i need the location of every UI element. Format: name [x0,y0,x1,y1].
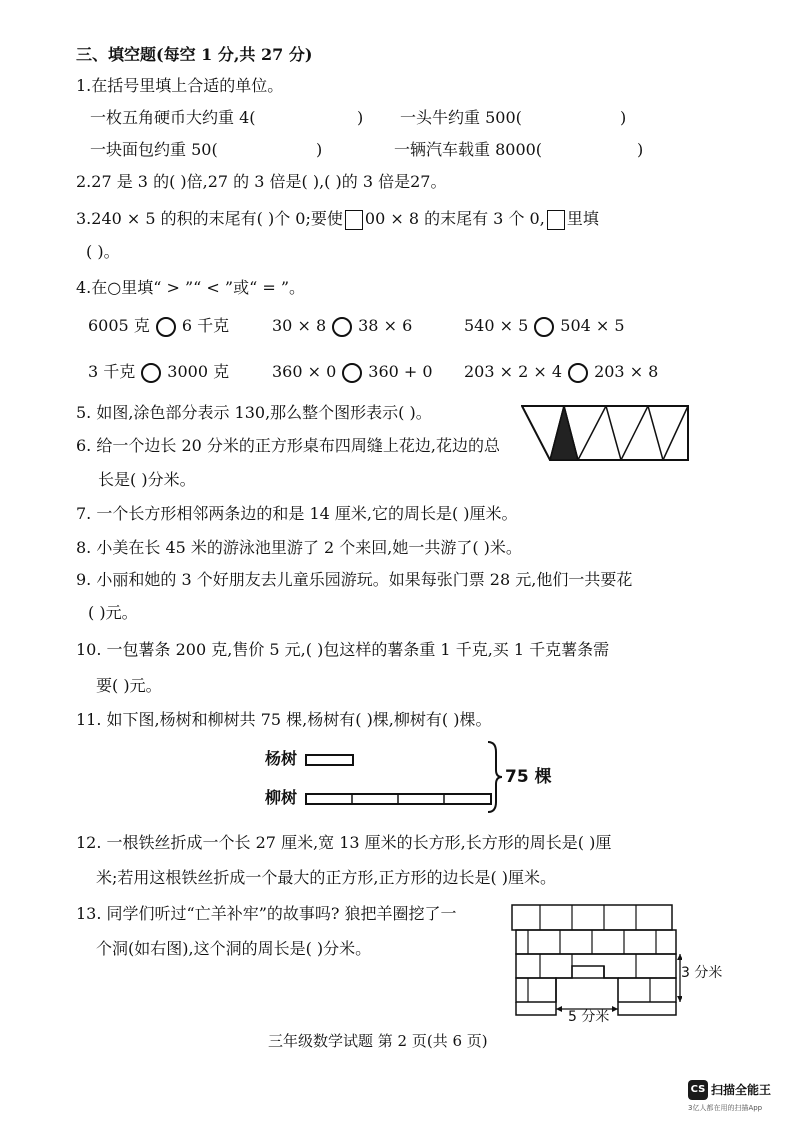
q13-line1: 13. 同学们听过“亡羊补牢”的故事吗? 狼把羊圈挖了一 [76,904,457,923]
q10-line2: 要( )元。 [96,676,162,695]
strip-outline [522,406,688,460]
shaded-triangle [550,406,578,460]
height-label: 3 分米 [681,965,723,981]
q1-item-c: 一块面包约重 50( [90,140,218,159]
q1-a-close: ) [357,108,364,127]
q1-item-b: 一头牛约重 500( [400,108,522,127]
blank-box-2 [547,210,565,230]
q9-line1: 9. 小丽和她的 3 个好朋友去儿童乐园游玩。如果每张门票 28 元,他们一共要花 [76,570,633,589]
q8-text: 8. 小美在长 45 米的游泳池里游了 2 个来回,她一共游了( )米。 [76,538,522,557]
q6-line2: 长是( )分米。 [98,470,196,489]
q3-part3: 里填 [566,209,599,228]
q4-item-2-right: 38 × 6 [358,316,413,335]
total-label: 75 棵 [505,767,552,787]
q3-part2: 00 × 8 的末尾有 3 个 0, [364,209,545,228]
q7-text: 7. 一个长方形相邻两条边的和是 14 厘米,它的周长是( )厘米。 [76,504,518,523]
compare-circle [342,363,362,383]
section-title: 三、填空题(每空 1 分,共 27 分) [76,45,313,64]
triangle-strip-figure [521,405,689,461]
q4-item-2-left: 30 × 8 [272,316,327,335]
q4-item-4-right: 3000 克 [167,362,230,381]
blank-box-1 [345,210,363,230]
q13-line2: 个洞(如右图),这个洞的周长是( )分米。 [96,939,372,958]
q1-c-close: ) [316,140,323,159]
q11-text: 11. 如下图,杨树和柳树共 75 棵,杨树有( )棵,柳树有( )棵。 [76,710,492,729]
q4-item-1 [88,316,229,337]
q12-line2: 米;若用这根铁丝折成一个最大的正方形,正方形的边长是( )厘米。 [96,868,557,887]
q5-text: 5. 如图,涂色部分表示 130,那么整个图形表示( )。 [76,403,432,422]
q1-item-d: 一辆汽车载重 8000( [394,140,543,159]
label-poplar: 杨树 [265,749,298,768]
q4-item-1-left: 6005 克 [88,316,150,335]
q4-item-2 [272,316,412,337]
q6-line1: 6. 给一个边长 20 分米的正方形桌布四周缝上花边,花边的总 [76,436,500,455]
q4-item-3-right: 504 × 5 [560,316,625,335]
label-willow: 柳树 [265,788,298,807]
compare-circle [141,363,161,383]
q4-item-6 [464,362,658,383]
q10-line1: 10. 一包薯条 200 克,售价 5 元,( )包这样的薯条重 1 千克,买 1 千克薯条需 [76,640,610,659]
compare-circle [534,317,554,337]
brick-wall-figure [510,903,682,1021]
scanner-app-name: 扫描全能王 [711,1083,772,1097]
width-label: 5 分米 [568,1009,610,1025]
q2-text: 2.27 是 3 的( )倍,27 的 3 倍是( ),( )的 3 倍是27。 [76,172,447,191]
q4-item-5-right: 360 + 0 [368,362,433,381]
q3-line1 [76,209,599,230]
q4-item-4 [88,362,229,383]
q1-b-close: ) [620,108,627,127]
q4-item-6-left: 203 × 2 × 4 [464,362,563,381]
q1-item-a [90,108,256,128]
q1-d-close: ) [637,140,644,159]
q1-a-text: 一枚五角硬币大约重 4( [90,108,256,127]
q1-stem: 1.在括号里填上合适的单位。 [76,76,284,95]
q4-item-4-left: 3 千克 [88,362,136,381]
q3-line2: ( )。 [86,242,120,261]
hole-outline [556,966,618,1002]
q4-item-5-left: 360 × 0 [272,362,337,381]
q4-item-3-left: 540 × 5 [464,316,529,335]
scanner-tagline: 3亿人都在用的扫描App [688,1104,763,1112]
q12-line1: 12. 一根铁丝折成一个长 27 厘米,宽 13 厘米的长方形,长方形的周长是( )厘 [76,833,612,852]
q4-stem: 4.在○里填“ > ”“ < ”或“ = ”。 [76,278,306,297]
q9-line2: ( )元。 [88,603,138,622]
q3-part1: 3.240 × 5 的积的末尾有( )个 0;要使 [76,209,343,228]
scanner-logo-icon: CS [688,1080,708,1100]
q4-item-3 [464,316,625,337]
compare-circle [568,363,588,383]
q4-item-6-right: 203 × 8 [594,362,659,381]
q4-item-1-right: 6 千克 [181,316,230,335]
poplar-bar [306,755,353,765]
compare-circle [156,317,176,337]
compare-circle [332,317,352,337]
q4-item-5 [272,362,433,383]
segment-bar-diagram [300,740,520,815]
page-footer: 三年级数学试题 第 2 页(共 6 页) [268,1032,488,1050]
